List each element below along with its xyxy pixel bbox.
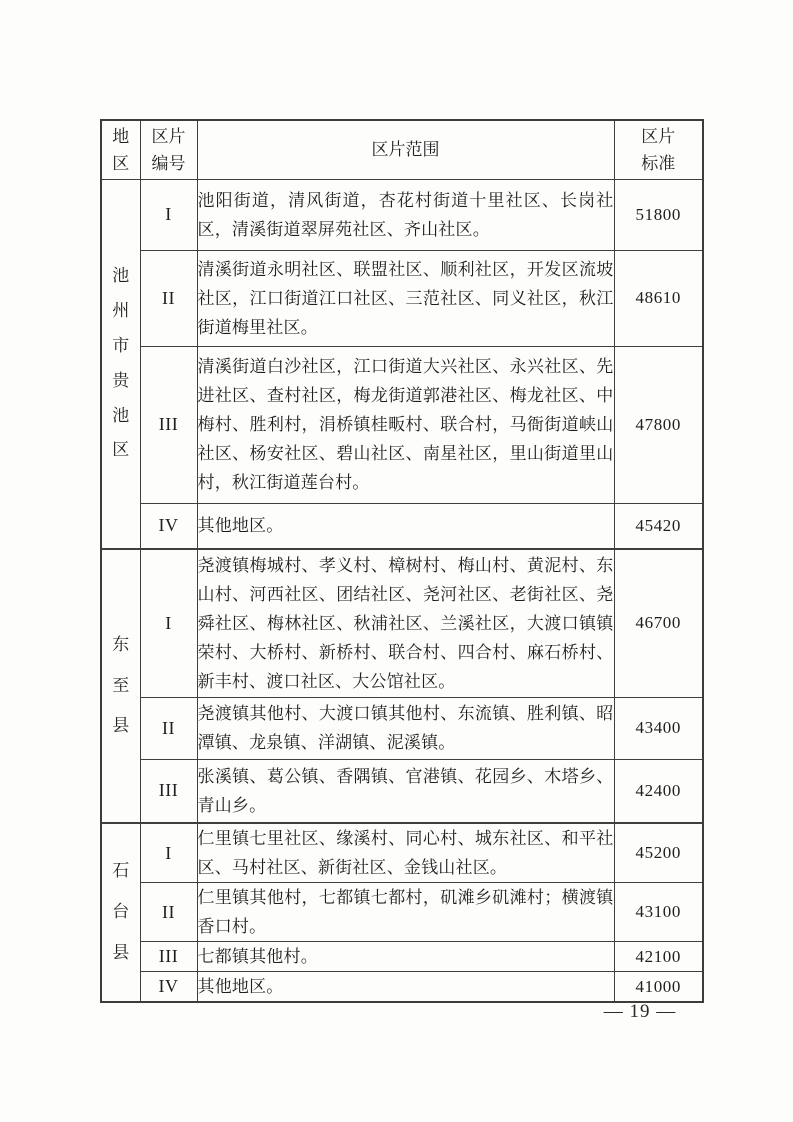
header-zone-standard: [614, 120, 703, 179]
zone-scope-cell: 池阳街道，清风街道，杏花村街道十里社区、长岗社区，清溪街道翠屏苑社区、齐山社区。: [197, 179, 614, 250]
zone-scope-cell: 仁里镇其他村，七都镇七都村，矶滩乡矶滩村；横渡镇香口村。: [197, 883, 614, 942]
zone-scope-cell: 尧渡镇梅城村、孝义村、樟树村、梅山村、黄泥村、东山村、河西社区、团结社区、尧河社区、老街社区、尧舜社区、梅林社区、秋浦社区、兰溪社区，大渡口镇镇荣村、大桥村、新桥村、联合村、四合村、麻石桥村、新丰村、渡口社区、大公馆社区。: [197, 549, 614, 697]
header-zone-scope: [197, 120, 614, 179]
header-zone-scope-label: 区片范围: [371, 140, 440, 160]
zone-scope-cell: 七都镇其他村。: [197, 942, 614, 972]
table-row: [101, 346, 703, 503]
zone-standard-cell: 48610: [614, 250, 703, 346]
table-row: [101, 759, 703, 823]
zone-standard-cell: 47800: [614, 346, 703, 503]
region-cell-shitai: [101, 823, 140, 1002]
zone-no-cell: IV: [140, 503, 197, 549]
zone-scope-cell: 仁里镇七里社区、缘溪村、同心村、城东社区、和平社区、马村社区、新街社区、金钱山社区。: [197, 823, 614, 883]
table-row: [101, 972, 703, 1003]
zone-scope-cell: 清溪街道白沙社区，江口街道大兴社区、永兴社区、先进社区、查村社区，梅龙街道郭港社区、梅龙社区、中梅村、胜利村，涓桥镇桂畈村、联合村，马衙街道峡山社区、杨安社区、碧山社区、南星社区，里山街道里山村，秋江街道莲台村。: [197, 346, 614, 503]
zone-no-cell: II: [140, 250, 197, 346]
zone-no-cell: II: [140, 883, 197, 942]
zone-standard-cell: 45420: [614, 503, 703, 549]
header-region-label: 地区: [112, 126, 130, 173]
zone-scope-cell: 清溪街道永明社区、联盟社区、顺利社区，开发区流坡社区，江口街道江口社区、三范社区、同义社区，秋江街道梅里社区。: [197, 250, 614, 346]
table-row: [101, 883, 703, 942]
zone-scope-cell: 其他地区。: [197, 972, 614, 1003]
zone-no-cell: III: [140, 942, 197, 972]
region-cell-chizhou-guichi: [101, 179, 140, 549]
zone-standard-cell: 41000: [614, 972, 703, 1003]
zone-standard-cell: 46700: [614, 549, 703, 697]
table-row: [101, 823, 703, 883]
region-label: 池州市贵池区: [112, 266, 130, 460]
zone-no-cell: III: [140, 759, 197, 823]
zone-scope-cell: 张溪镇、葛公镇、香隅镇、官港镇、花园乡、木塔乡、青山乡。: [197, 759, 614, 823]
zone-no-cell: IV: [140, 972, 197, 1003]
zone-standard-cell: 45200: [614, 823, 703, 883]
table-row: [101, 549, 703, 697]
table-header-row: [101, 120, 703, 179]
zone-standard-cell: 43400: [614, 697, 703, 759]
table-row: [101, 942, 703, 972]
zone-standard-cell: 51800: [614, 179, 703, 250]
zone-no-cell: II: [140, 697, 197, 759]
zone-no-cell: I: [140, 549, 197, 697]
header-region: [101, 120, 140, 179]
region-label: 石台县: [112, 861, 130, 962]
table-row: [101, 179, 703, 250]
zone-price-table: [100, 119, 704, 1003]
region-label: 东至县: [112, 634, 130, 736]
table-row: [101, 697, 703, 759]
zone-standard-cell: 42400: [614, 759, 703, 823]
zone-no-cell: I: [140, 179, 197, 250]
table-row: [101, 250, 703, 346]
table-row: [101, 503, 703, 549]
zone-scope-cell: 尧渡镇其他村、大渡口镇其他村、东流镇、胜利镇、昭潭镇、龙泉镇、洋湖镇、泥溪镇。: [197, 697, 614, 759]
page-number: — 19 —: [603, 1001, 677, 1022]
zone-standard-cell: 42100: [614, 942, 703, 972]
zone-standard-cell: 43100: [614, 883, 703, 942]
header-zone-no-label: 区片编号: [151, 126, 186, 173]
zone-scope-cell: 其他地区。: [197, 503, 614, 549]
zone-no-cell: I: [140, 823, 197, 883]
header-zone-no: [140, 120, 197, 179]
zone-no-cell: III: [140, 346, 197, 503]
header-zone-standard-label: 区片标准: [641, 126, 676, 173]
region-cell-dongzhi: [101, 549, 140, 823]
